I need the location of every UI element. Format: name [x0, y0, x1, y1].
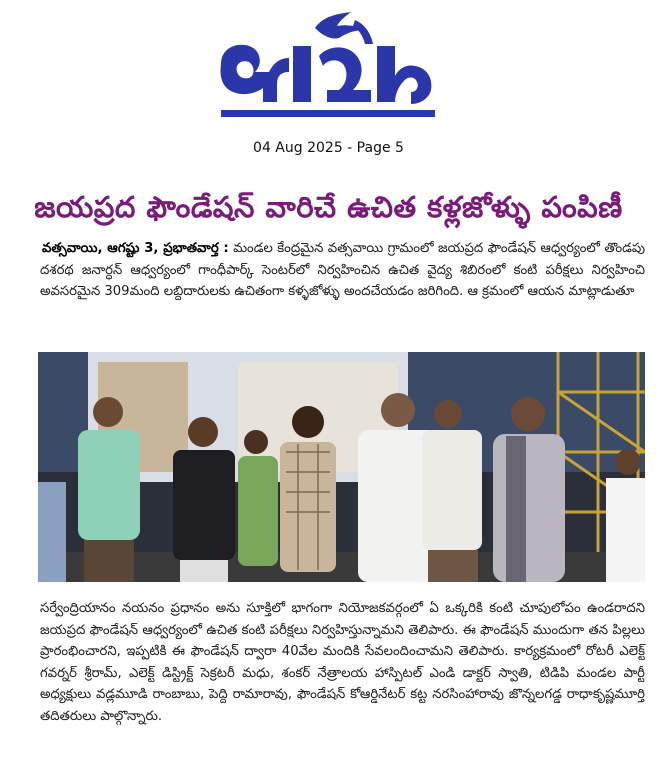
- article-paragraph-2: సర్వేంద్రియానం నయనం ప్రధానం అను సూక్తిలో భాగంగా నియోజకవర్గంలో ఏ ఒక్కరికి కంటి చూపులోపం ఉండరాదని జయప్రద ఫౌండేషన్ ఆధ్వర్యంలో ఉచిత కంటి పరీక్షలు నిర్వహిస్తున్నామని తెలిపారు. ఈ ఫౌండేషన్ ముందుగా తన పిల్లలు ప్రారంభించారని, ఇప్పటికి ఈ ఫౌండేషన్ ద్వారా 40వేల మందికి సేవలందించామని తెలిపారు. కార్యక్రమంలో రోటరీ ఎలెక్ట్ గవర్నర్ శ్రీరామ్, ఎలెక్ట్ డిస్ట్రిక్ట్ సెక్రటరీ మధు, శంకర్ నేత్రాలయ హాస్పిటల్ ఎండి డాక్టర్ స్వాతి, టిడిపి మండల పార్టీ అధ్యక్షులు వడ్లమూడి రాంబాబు, పెద్ది రామారావు, ఫౌండేషన్ కోఆర్డినేటర్ కట్ట నరసింహారావు జొన్నలగడ్డ రాధాకృష్ణమూర్తి తదితరులు పాల్గొన్నారు.: [40, 601, 645, 724]
- article-byline: వత్సవాయి, ఆగష్టు 3, ప్రభాతవార్త :: [42, 241, 229, 256]
- masthead: [0, 0, 657, 130]
- newspaper-logo: [215, 6, 445, 128]
- edition-dateline: 04 Aug 2025 - Page 5: [253, 140, 404, 156]
- article-photo: [38, 352, 645, 582]
- article-paragraph-1: [40, 238, 645, 303]
- article-paragraph-1-text: మండల కేంద్రమైన వత్సవాయి గ్రామంలో జయప్రద ఫౌండేషన్ ఆధ్వర్యంలో తొండపు దశరథ జనార్ధన్ ఆధ్వర్యంలో గాంధీపార్క్ సెంటర్‌లో నిర్వహించిన ఉచిత వైద్య శిబిరంలో కంటి పరీక్షలు నిర్వహించి అవసరమైన 309మంది లబ్దిదారులకు ఉచితంగా కళ్ళజోళ్ళు అందచేయడం జరిగింది. ఆ క్రమంలో ఆయన మాట్లాడుతూ: [40, 241, 645, 299]
- article-headline: జయప్రద ఫౌండేషన్ వారిచే ఉచిత కళ్లజోళ్ళు పంపిణీ: [34, 190, 623, 224]
